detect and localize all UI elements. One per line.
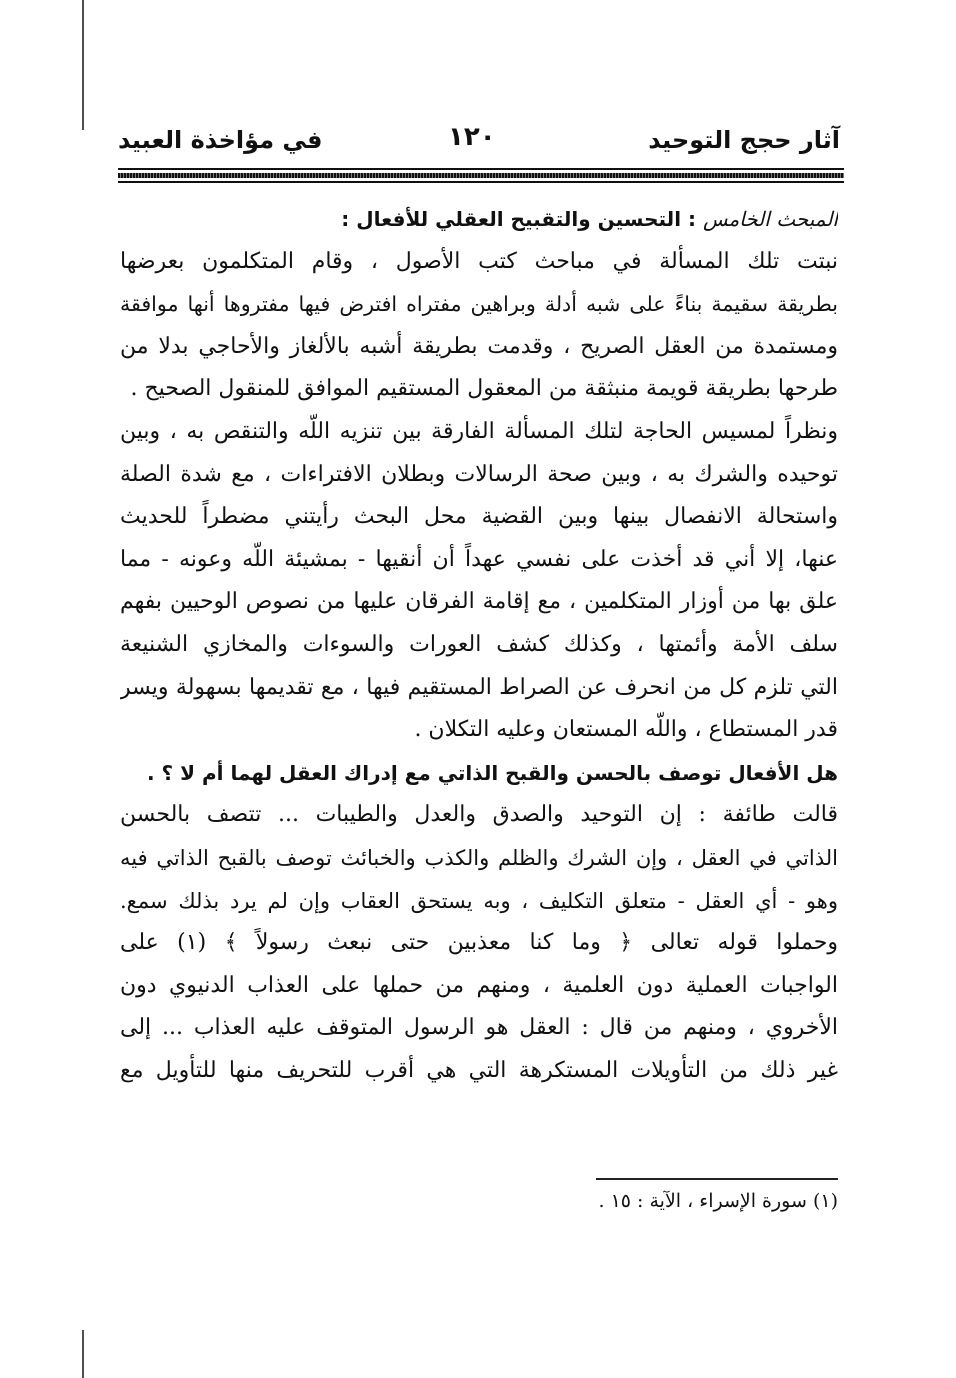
paragraph-line: سلف الأمة وأئمتها ، وكذلك كشف العورات والسوءات والمخازي الشنيعة xyxy=(120,631,838,657)
paragraph-line: قالت طائفة : إن التوحيد والصدق والعدل والطيبات ... تتصف بالحسن xyxy=(120,802,838,828)
header-rule-top xyxy=(118,168,844,170)
paragraph-line: ومستمدة من العقل الصريح ، وقدمت بطريقة أشبه بالألغاز والأحاجي بدلا من xyxy=(120,333,838,359)
book-title: آثار حجج التوحيد xyxy=(648,126,840,154)
heading-label: المبحث الخامس xyxy=(702,207,838,231)
header-rule-decor xyxy=(118,173,844,178)
paragraph-line: طرحها بطريقة قويمة منبثقة من المعقول المستقيم الموافق للمنقول الصحيح . xyxy=(130,376,838,402)
paragraph-line: الواجبات العملية دون العلمية ، ومنهم من حملها على العذاب الدنيوي دون xyxy=(120,972,838,998)
footnote: (١) سورة الإسراء ، الآية : ١٥ . xyxy=(598,1190,838,1212)
paragraph-line: بطريقة سقيمة بناءً على شبه أدلة وبراهين مفتراه افترض فيها مفتروها أنها موافقة xyxy=(120,292,838,317)
paragraph-line: وهو - أي العقل - متعلق التكليف ، وبه يستحق العقاب وإن لم يرد بذلك سمع. xyxy=(120,888,838,913)
paragraph-line: عنها، إلا أني قد أخذت على نفسي عهداً أن أنقيها - بمشيئة اللّه وعونه - مما xyxy=(120,546,838,572)
section-heading xyxy=(120,198,838,241)
paragraph-line: توحيده والشرك به ، وبين صحة الرسالات وبطلان الافتراءات ، مع شدة الصلة xyxy=(120,461,838,487)
scan-edge-top xyxy=(82,0,84,130)
paragraph-line: غير ذلك من التأويلات المستكرهة التي هي أقرب للتحريف منها للتأويل مع xyxy=(120,1057,838,1083)
header-rule-bottom xyxy=(118,181,844,183)
paragraph-line: قدر المستطاع ، واللّه المستعان وعليه التكلان . xyxy=(414,717,838,743)
page-number: ١٢٠ xyxy=(448,122,496,152)
footnote-separator xyxy=(596,1178,838,1180)
heading-text: : التحسين والتقبيح العقلي للأفعال : xyxy=(341,207,703,231)
paragraph-line: علق بها من أوزار المتكلمين ، مع إقامة الفرقان عليها من نصوص الوحيين بفهم xyxy=(120,589,838,615)
paragraph-line: الأخروي ، ومنهم من قال : العقل هو الرسول المتوقف عليه العذاب ... إلى xyxy=(120,1015,838,1041)
page-header xyxy=(118,122,840,166)
page-body xyxy=(120,198,838,1092)
paragraph-line: التي تلزم كل من انحرف عن الصراط المستقيم فيها ، مع تقديمها بسهولة ويسر xyxy=(120,674,838,700)
section-title: في مؤاخذة العبيد xyxy=(118,126,323,154)
paragraph-line: نبتت تلك المسألة في مباحث كتب الأصول ، وقام المتكلمون بعرضها xyxy=(120,248,838,274)
paragraph-line: وحملوا قوله تعالى ﴿ وما كنا معذبين حتى نبعث رسولاً ﴾ (١) على xyxy=(120,930,838,956)
scan-edge-bottom xyxy=(82,1330,84,1378)
paragraph-line: ونظراً لمسيس الحاجة لتلك المسألة الفارقة بين تنزيه اللّه والتنقص به ، وبين xyxy=(120,418,838,444)
question-heading: هل الأفعال توصف بالحسن والقبح الذاتي مع إدراك العقل لهما أم لا ؟ . xyxy=(146,760,838,785)
paragraph-line: الذاتي في العقل ، وإن الشرك والظلم والكذب والخبائث توصف بالقبح الذاتي فيه xyxy=(120,845,838,870)
paragraph-line: واستحالة الانفصال بينها وبين القضية محل البحث رأيتني مضطراً للحديث xyxy=(120,504,838,530)
